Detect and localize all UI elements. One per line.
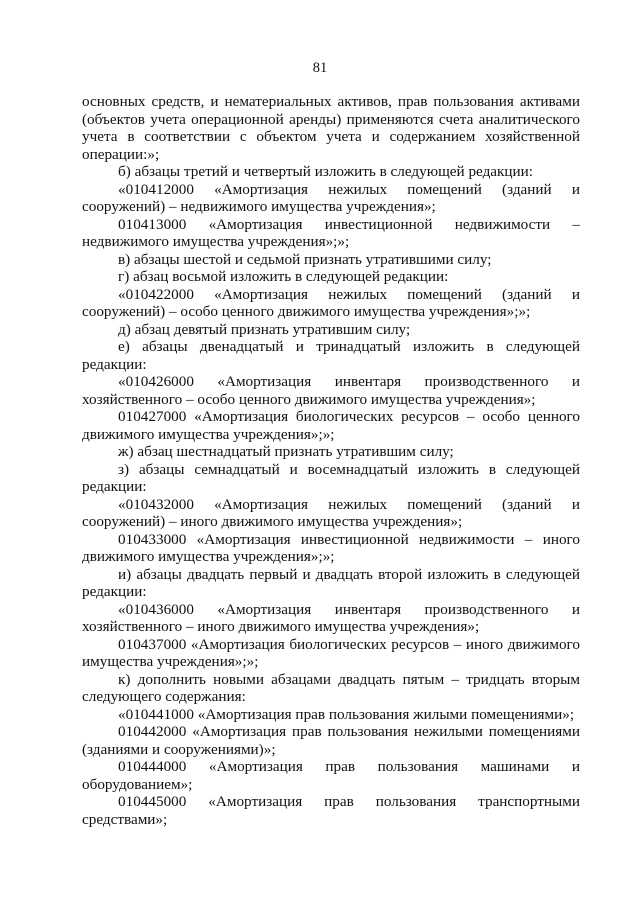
text-line: з) абзацы семнадцатый и восемнадцатый изложить в следующей (118, 460, 580, 478)
text-line: учета в соответствии с объектом учета и содержанием хозяйственной (82, 128, 580, 145)
text-line: операции:»; (82, 145, 160, 163)
text-line: к) дополнить новыми абзацами двадцать пятым – тридцать вторым (118, 670, 580, 688)
text-line: и) абзацы двадцать первый и двадцать второй изложить в следующей (118, 565, 580, 583)
text-line: 010445000 «Амортизация прав пользования транспортными (118, 793, 580, 810)
text-line: б) абзацы третий и четвертый изложить в следующей редакции: (118, 163, 534, 180)
text-line: д) абзац девятый признать утратившим силу; (118, 320, 411, 338)
text-line: основных средств, и нематериальных активов, прав пользования активами (82, 93, 580, 110)
text-line: 010413000 «Амортизация инвестиционной недвижимости – (118, 215, 580, 233)
text-line: 010442000 «Амортизация прав пользования нежилыми помещениями (118, 723, 580, 740)
text-line: «010441000 «Амортизация прав пользования жилыми помещениями»; (118, 705, 575, 723)
text-line: г) абзац восьмой изложить в следующей редакции: (118, 268, 449, 285)
text-line: «010436000 «Амортизация инвентаря производственного и (118, 600, 580, 618)
text-line: 010433000 «Амортизация инвестиционной недвижимости – иного (118, 530, 580, 548)
document-body (82, 93, 580, 828)
text-line: сооружений) – иного движимого имущества учреждения»; (82, 513, 463, 530)
text-line: хозяйственного – иного движимого имущества учреждения»; (82, 618, 480, 635)
text-line: средствами»; (82, 810, 168, 828)
text-line: имущества учреждения»;»; (82, 653, 259, 670)
text-line: хозяйственного – особо ценного движимого имущества учреждения»; (82, 390, 536, 408)
text-line: «010432000 «Амортизация нежилых помещений (зданий и (118, 495, 580, 513)
text-line: сооружений) – особо ценного движимого имущества учреждения»;»; (82, 303, 531, 320)
text-line: редакции: (82, 478, 147, 495)
text-line: недвижимого имущества учреждения»;»; (82, 233, 350, 250)
text-line: (зданиями и сооружениями)»; (82, 740, 276, 758)
text-line: 010427000 «Амортизация биологических ресурсов – особо ценного (118, 408, 580, 425)
text-line: ж) абзац шестнадцатый признать утратившим силу; (118, 443, 454, 460)
text-line: движимого имущества учреждения»;»; (82, 425, 335, 443)
text-line: оборудованием»; (82, 775, 193, 793)
text-line: следующего содержания: (82, 688, 246, 705)
text-line: редакции: (82, 355, 147, 373)
text-line: редакции: (82, 583, 147, 600)
text-line: е) абзацы двенадцатый и тринадцатый изложить в следующей (118, 338, 580, 355)
text-line: сооружений) – недвижимого имущества учреждения»; (82, 198, 436, 215)
text-line: 010437000 «Амортизация биологических ресурсов – иного движимого (118, 635, 580, 653)
text-line: 010444000 «Амортизация прав пользования машинами и (118, 758, 580, 775)
text-line: «010412000 «Амортизация нежилых помещений (зданий и (118, 180, 580, 198)
text-line: «010426000 «Амортизация инвентаря производственного и (118, 373, 580, 390)
page-number: 81 (312, 60, 328, 76)
text-line: (объектов учета операционной аренды) применяются счета аналитического (82, 110, 580, 128)
text-line: в) абзацы шестой и седьмой признать утратившими силу; (118, 250, 492, 268)
text-line: движимого имущества учреждения»;»; (82, 548, 335, 565)
text-line: «010422000 «Амортизация нежилых помещений (зданий и (118, 285, 580, 303)
